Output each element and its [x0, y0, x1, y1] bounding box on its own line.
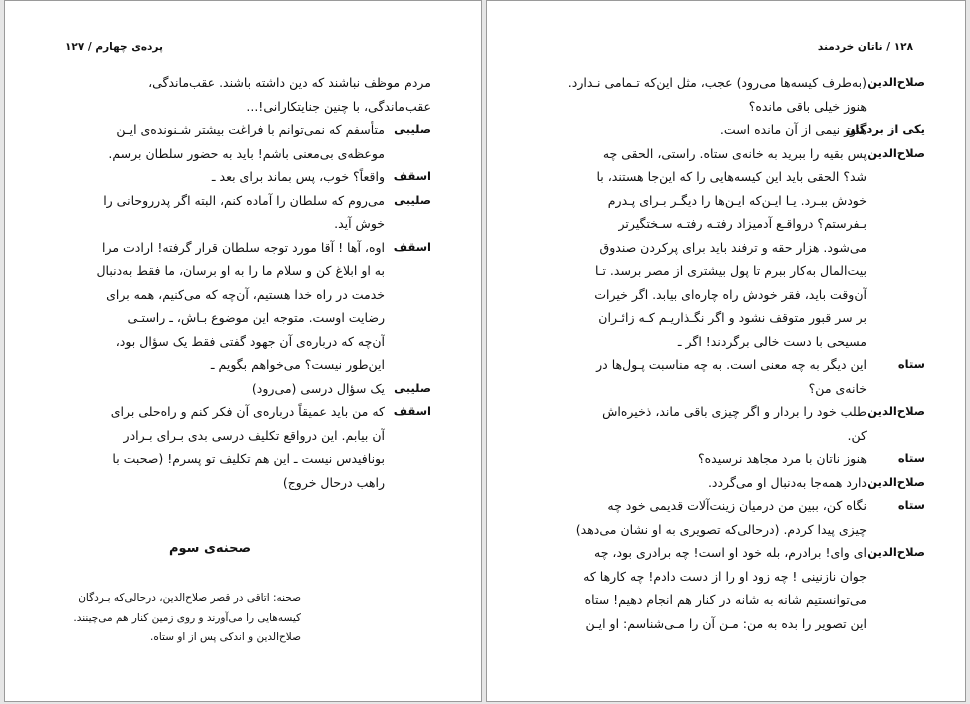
dialogue-entry [547, 471, 925, 495]
dialogue-text [71, 236, 385, 377]
left-page-header: پرده‌ی چهارم / ۱۲۷ [65, 41, 163, 53]
dialogue-text [547, 353, 867, 400]
text-line: خوش آید. [334, 216, 385, 231]
dialogue-text [71, 189, 385, 236]
text-line: صحنه: اتاقی در قصر صلاح‌الدین، درحالی‌که بـردگان [78, 592, 301, 604]
text-line: بیت‌المال به‌کار ببرم تا پول بیشتری از مصر برسد. تـا [595, 263, 867, 278]
dialogue-entry [547, 400, 925, 447]
dialogue-text [71, 377, 385, 401]
text-line: نگاه کن، ببین من درمیان زینت‌آلات قدیمی خود چه [607, 498, 867, 513]
text-line: شد؟ الحقی باید این کیسه‌هایی را که این‌جا هستند، با [596, 169, 867, 184]
speaker-name: صلیبی [394, 192, 431, 207]
speaker-name: ستاه [897, 451, 925, 465]
dialogue-entry [71, 165, 431, 189]
dialogue-entry [547, 118, 925, 142]
text-line: بـفرستم؟ درواقـع آدمیزاد رفتـه رفتـه سـختگیرتر [618, 216, 867, 231]
dialogue-text [547, 142, 867, 354]
speaker-name: اسقف [393, 404, 431, 418]
text-line: به او ابلاغ کن و سلام ما را به او برسان، ما فقط به‌دنبال [96, 263, 385, 278]
text-line: کیسه‌هایی را می‌آورند و روی زمین کنار هم می‌چینند. [73, 611, 301, 624]
dialogue-entry [71, 118, 431, 165]
text-line: صلاح‌الدین و اندکی پس از او ستاه. [150, 631, 301, 643]
text-line: رضایت اوست. متوجه این موضوع بـاش، ـ راستـی [127, 310, 385, 325]
speaker-name: یکی از بردگان [845, 122, 925, 136]
text-line: هنوز نیمی از آن مانده است. [719, 122, 867, 137]
dialogue-text [547, 471, 867, 495]
scene-title: صحنه‌ی سوم [168, 541, 252, 556]
text-line: (به‌طرف کیسه‌ها می‌رود) عجب، مثل این‌که تـمامی نـدارد. [567, 75, 867, 90]
text-line: این‌طور نیست؟ می‌خواهم بگویم ـ [210, 357, 385, 372]
text-line: خدمت در راه خدا هستیم، آن‌چه که می‌کنیم، همه برای [106, 286, 385, 302]
dialogue-text [71, 165, 385, 189]
speaker-name: صلاح‌الدین [867, 545, 925, 559]
text-line: مردم موظف نباشند که دین داشته باشند. عقب‌ماندگی، [148, 75, 431, 90]
speaker-name: صلاح‌الدین [867, 145, 925, 160]
dialogue-entry [71, 400, 431, 494]
text-line: پس بقیه را ببرید به خانه‌ی ستاه. راستی، الحقی چه [602, 145, 867, 161]
text-line: دارد همه‌جا به‌دنبال او می‌گردد. [707, 474, 867, 490]
speaker-name: صلاح‌الدین [867, 474, 925, 489]
dialogue-text [547, 118, 867, 142]
dialogue-text [71, 400, 385, 494]
dialogue-entry [547, 494, 925, 541]
text-line: راهب درحال خروج) [282, 474, 385, 490]
dialogue-text [71, 118, 385, 165]
text-line: این تصویر را بده به من: مـن آن را مـی‌شناسم: او ایـن [585, 615, 867, 631]
text-line: واقعاً؟ خوب، پس بماند برای بعد ـ [211, 169, 385, 184]
speaker-name: اسقف [393, 169, 431, 183]
speaker-name: صلیبی [394, 380, 431, 395]
text-line: موعظه‌ی بی‌معنی باشم! باید به حضور سلطان برسم. [108, 145, 385, 161]
dialogue-text [547, 541, 867, 635]
speaker-name: ستاه [897, 498, 925, 512]
text-line: آن‌چه که درباره‌ی آن جهود گفتی فقط یک سؤال بود، [115, 333, 385, 349]
dialogue-entry [71, 236, 431, 377]
text-line: مسیحی با دست خالی برگردند! اگر ـ [677, 333, 867, 349]
dialogue-entry [547, 142, 925, 354]
text-line: می‌شود. هزار حقه و ترفند باید برای پرکردن صندوق [599, 239, 867, 255]
text-line: عقب‌ماندگی، با چنین جنایتکارانی!... [246, 98, 431, 114]
text-line: بر سر قبور متوقف نشود و اگر نگـذاریـم کـه زائـران [598, 310, 867, 325]
text-line: این دیگر به چه معنی است. به چه مناسبت پـول‌ها در [596, 357, 867, 372]
text-line: هنوز خیلی باقی مانده؟ [748, 98, 867, 114]
continued-text [71, 71, 431, 118]
speaker-name: صلاح‌الدین [867, 404, 925, 418]
dialogue-entry [71, 189, 431, 236]
right-page-header: ۱۲۸ / ناتان خردمند [817, 41, 913, 53]
text-line: کن. [847, 427, 867, 443]
text-line: هنوز ناتان با مرد مجاهد نرسیده؟ [697, 451, 867, 466]
dialogue-entry [547, 71, 925, 118]
text-line: که من باید عمیقاً درباره‌ی آن فکر کنم و راه‌حلی برای [110, 404, 385, 419]
left-page-body [71, 71, 431, 494]
text-line: خانه‌ی من؟ [808, 380, 867, 396]
dialogue-entry [547, 447, 925, 471]
text-line: اوه، آها ! آقا مورد توجه سلطان قرار گرفته! ارادت مرا [101, 239, 385, 255]
dialogue-entry [547, 353, 925, 400]
dialogue-text [547, 400, 867, 447]
dialogue-text [547, 447, 867, 471]
text-line: خودش ببـرد. یـا ایـن‌که ایـن‌ها را دیگـر بـرای پـدرم [607, 192, 867, 208]
speaker-name: صلاح‌الدین [867, 75, 925, 89]
text-line: جوان نازنینی ! چه زود او را از دست دادم! چه کارها که [583, 568, 867, 584]
text-line: یک سؤال درسی (می‌رود) [251, 380, 385, 396]
dialogue-text [547, 71, 867, 118]
stage-direction [71, 589, 301, 648]
text-line: بونافیدس نیست ـ این هم تکلیف تو پسرم! (صحبت با [112, 451, 385, 466]
left-page [4, 0, 482, 702]
speaker-name: صلیبی [394, 122, 431, 136]
text-line: آن‌وقت باید، فقر خودش راه چاره‌ای بیابد. اگر خیرات [594, 286, 867, 302]
dialogue-entry [547, 541, 925, 635]
dialogue-text [547, 494, 867, 541]
text-line: چیزی پیدا کردم. (درحالی‌که تصویری به او نشان می‌دهد) [575, 521, 867, 537]
right-page [486, 0, 966, 702]
text-line: متأسفم که نمی‌توانم با فراغت بیشتر شـنونده‌ی ایـن [116, 122, 385, 137]
speaker-name: اسقف [393, 239, 431, 254]
text-line: طلب خود را بردار و اگر چیزی باقی ماند، ذخیره‌اش [602, 404, 867, 419]
text-line: ای وای! برادرم، بله خود او است! چه برادری بود، چه [594, 545, 867, 560]
speaker-name: ستاه [897, 357, 925, 371]
text-line: آن بیابم. این درواقع تکلیف درسی بدی بـرای بـرادر [123, 427, 385, 443]
right-page-body [547, 71, 925, 635]
text-line: می‌روم که سلطان را آماده کنم، البته اگر پدرروحانی را [103, 192, 385, 208]
text-line: می‌توانستیم شانه به شانه در کنار هم انجام دهیم! ستاه [584, 592, 867, 607]
dialogue-entry [71, 377, 431, 401]
